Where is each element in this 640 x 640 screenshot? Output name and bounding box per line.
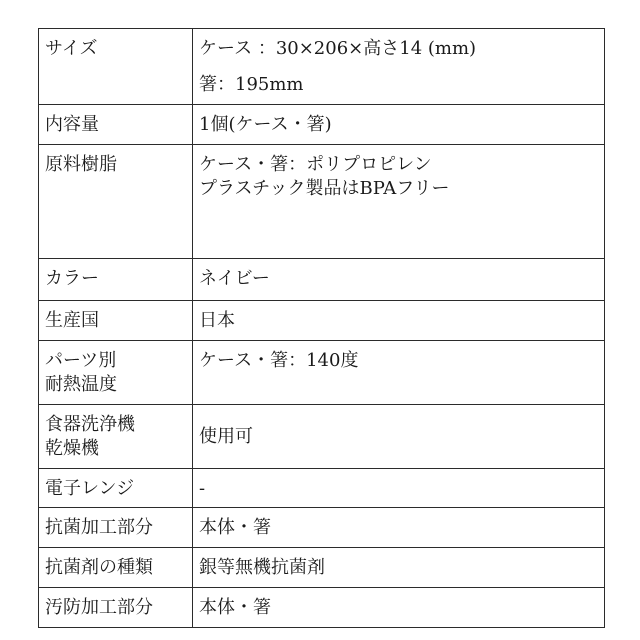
label-text: 食器洗浄機	[45, 414, 135, 435]
row-value-size	[193, 29, 605, 105]
row-value-color	[193, 259, 605, 301]
row-value-content	[193, 105, 605, 145]
label-text: 抗菌加工部分	[45, 517, 153, 538]
label-text: パーツ別	[45, 350, 117, 371]
table-row	[39, 259, 605, 301]
table-row	[39, 588, 605, 628]
value-text: -	[199, 478, 206, 499]
value-text: 使用可	[199, 425, 253, 447]
table-row	[39, 405, 605, 469]
row-value-heat-resistance	[193, 341, 605, 405]
table-row	[39, 508, 605, 548]
row-value-material	[193, 145, 605, 259]
row-value-microwave	[193, 469, 605, 508]
label-text: 抗菌剤の種類	[45, 557, 153, 578]
value-text: ケース・箸：140度	[199, 350, 359, 371]
table-row	[39, 469, 605, 508]
table-row	[39, 341, 605, 405]
row-value-origin	[193, 301, 605, 341]
value-text: プラスチック製品はBPAフリー	[199, 178, 450, 199]
value-text: 箸：195mm	[199, 74, 304, 95]
row-label-content	[39, 105, 193, 145]
label-text: 乾燥機	[45, 438, 99, 459]
row-label-dishwasher	[39, 405, 193, 469]
table-row	[39, 548, 605, 588]
product-spec-table	[38, 28, 605, 628]
label-text: 内容量	[45, 114, 99, 135]
value-text: 本体・箸	[199, 597, 271, 618]
value-text: 本体・箸	[199, 517, 271, 538]
table-row	[39, 145, 605, 259]
value-text: ネイビー	[199, 268, 270, 289]
label-text: 原料樹脂	[45, 154, 117, 175]
row-label-antifouling-part	[39, 588, 193, 628]
row-value-antibacterial-agent	[193, 548, 605, 588]
table-row	[39, 105, 605, 145]
label-text: カラー	[45, 268, 99, 289]
table-row	[39, 301, 605, 341]
row-label-origin	[39, 301, 193, 341]
row-value-antifouling-part	[193, 588, 605, 628]
value-text: 銀等無機抗菌剤	[199, 557, 325, 578]
label-text: 生産国	[45, 310, 99, 331]
row-value-antibacterial-part	[193, 508, 605, 548]
row-label-color	[39, 259, 193, 301]
value-text: ケース ：30×206×高さ14 (mm)	[199, 38, 477, 59]
table-row	[39, 29, 605, 105]
value-text: 1個(ケース・箸)	[199, 114, 332, 135]
label-text: 耐熱温度	[45, 374, 117, 395]
label-text: サイズ	[45, 38, 98, 59]
row-label-material	[39, 145, 193, 259]
label-text: 電子レンジ	[45, 478, 135, 499]
value-text: 日本	[199, 310, 235, 331]
row-label-size	[39, 29, 193, 105]
value-text: ケース・箸：ポリプロピレン	[199, 154, 432, 175]
row-value-dishwasher	[193, 405, 605, 469]
row-label-heat-resistance	[39, 341, 193, 405]
row-label-antibacterial-part	[39, 508, 193, 548]
row-label-antibacterial-agent	[39, 548, 193, 588]
row-label-microwave	[39, 469, 193, 508]
label-text: 汚防加工部分	[45, 597, 153, 618]
